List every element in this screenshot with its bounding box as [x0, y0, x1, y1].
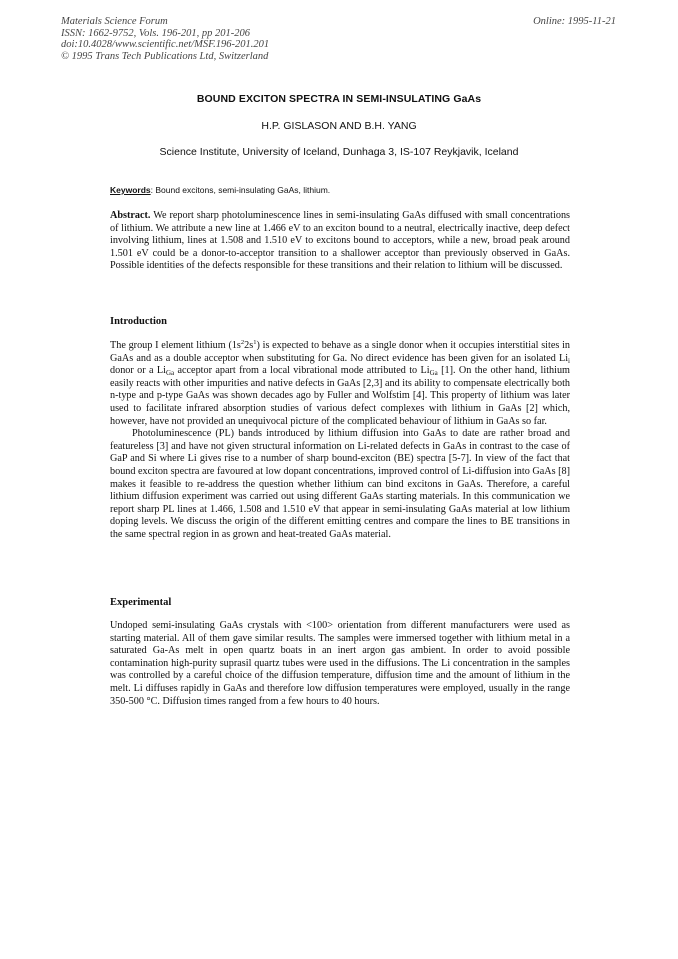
abstract-text: We report sharp photoluminescence lines in semi-insulating GaAs diffused with small concentrations of lithium. We attribute a new line at 1.466 eV to an exciton bound to a neutral, electrically inactive, deep defect involving lithium, lines at 1.508 and 1.510 eV to excitons bound to acceptors, while a new, broad peak around 1.501 eV could be a donor-to-acceptor transition to a shallower acceptor than previously observed in GaAs. Possible identities of the defects responsible for these transitions and their relation to lithium will be discussed. [110, 210, 570, 272]
intro-text: ) is expected to behave as a single donor when it occupies interstitial sites in GaAs and as a double acceptor when substituting for Ga. No direct evidence has been given for an isolated Li [110, 340, 570, 364]
experimental-paragraph-1: Undoped semi-insulating GaAs crystals with <100> orientation from different manufacturers were used as starting material. All of them gave similar results. The samples were immersed together with lithium metal in a saturated Ga-As melt in open quartz boats in an inert argon gas ambient. In order to avoid possible contamination high-purity suprasil quartz tubes were used in the diffusions. The Li concentration in the samples was controlled by a careful choice of the diffusion temperature, diffusion time and the amount of lithium in the melt. Li diffuses rapidly in GaAs and therefore low diffusion temperatures were employed, usually in the range 350-500 °C. Diffusion times ranged from a few hours to 40 hours. [110, 620, 570, 707]
subscript: i [568, 356, 570, 365]
intro-text: acceptor apart from a local vibrational mode attributed to Li [174, 365, 430, 377]
abstract-label: Abstract. [110, 210, 151, 221]
keywords [110, 185, 330, 195]
issn-line: ISSN: 1662-9752, Vols. 196-201, pp 201-206 [61, 27, 250, 39]
introduction-heading: Introduction [110, 316, 167, 327]
experimental-body [110, 620, 570, 708]
introduction-paragraph-2: Photoluminescence (PL) bands introduced by lithium diffusion into GaAs to date are rather broad and featureless [3] and have not given structural information on Li-related defects in GaAs in contrast to the case of GaP and Si where Li gives rise to a number of sharp bound-exciton (BE) spectra [5-7]. In view of the fact that bound exciton spectra are favoured at low dopant concentrations, improved control of Li-diffusion into GaAs [8] makes it feasible to re-address the question whether lithium can bind excitons in GaAs. Therefore, a careful lithium diffusion experiment was carried out using different GaAs starting materials. In this communication we report sharp PL lines at 1.466, 1.508 and 1.510 eV that appear in semi-insulating GaAs material at low lithium doping levels. We discuss the origin of the different emitting centres and compare the lines to BE transitions in the same spectral region in as grown and heat-treated GaAs material. [110, 428, 570, 540]
intro-text: 2s [244, 340, 254, 351]
introduction-paragraph-1 [110, 340, 570, 428]
superscript: 1 [253, 339, 257, 346]
subscript: Ga [165, 369, 175, 378]
intro-text: donor or a Li [110, 365, 166, 377]
intro-text: [1]. On the other hand, lithium easily reacts with other impurities and native defects in GaAs [2,3] and its ability to compensate electrically both n-type and p-type GaAs was shown decades ago by Fuller and Wolfstim [4]. This property of lithium was later used to facilitate infrared absorption studies of various defect complexes with lithium in GaAs [2] which, however, have not provided an unequivocal picture of the complicated behaviour of lithium in GaAs so far. [110, 365, 570, 427]
copyright-line: © 1995 Trans Tech Publications Ltd, Switzerland [61, 50, 269, 62]
keywords-text: : Bound excitons, semi-insulating GaAs, lithium. [150, 185, 331, 195]
doi-line: doi:10.4028/www.scientific.net/MSF.196-201.201 [61, 39, 270, 50]
experimental-heading: Experimental [110, 597, 172, 608]
paper-affiliation: Science Institute, University of Iceland, Dunhaga 3, IS-107 Reykjavik, Iceland [159, 146, 519, 158]
journal-header [61, 16, 269, 62]
paper-authors: H.P. GISLASON AND B.H. YANG [261, 120, 417, 132]
superscript: 2 [240, 339, 245, 346]
online-date: Online: 1995-11-21 [533, 16, 616, 27]
journal-name: Materials Science Forum [61, 16, 168, 27]
abstract [110, 210, 570, 273]
introduction-body [110, 340, 570, 542]
subscript: Ga [429, 369, 438, 378]
keywords-label: Keywords [110, 185, 151, 195]
intro-text: The group I element lithium (1s [110, 340, 241, 351]
paper-title: BOUND EXCITON SPECTRA IN SEMI-INSULATING GaAs [196, 93, 482, 105]
